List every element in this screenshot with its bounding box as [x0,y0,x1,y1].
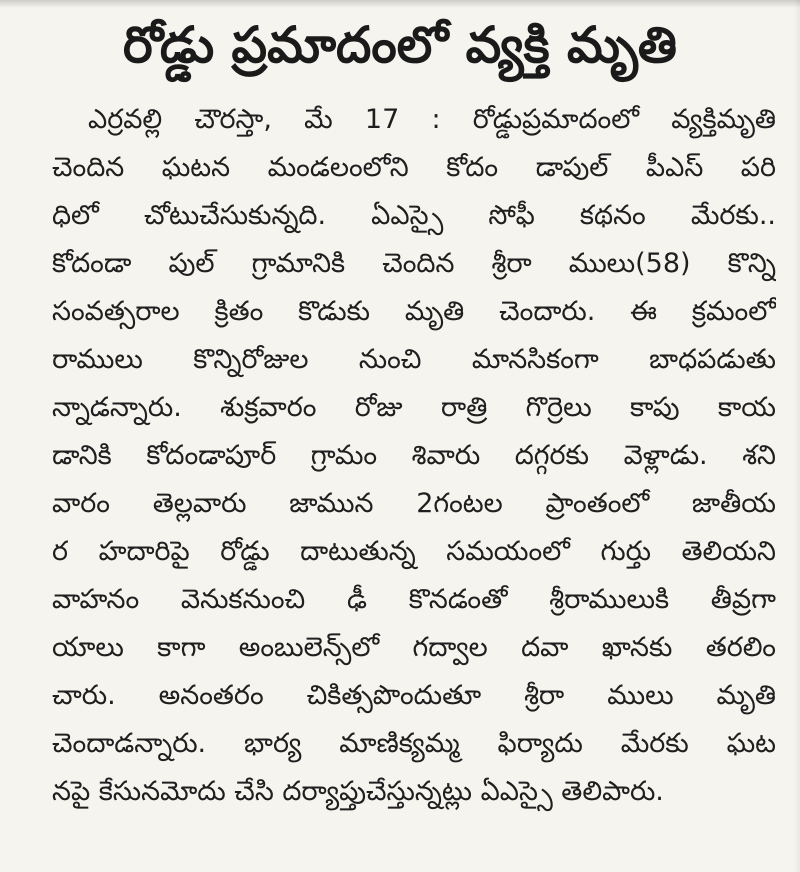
article-line: రాములు కొన్నిరోజుల నుంచి మానసికంగా బాధపడుతు [52,344,776,375]
article-line: న్నాడన్నారు. శుక్రవారం రోజు రాత్రి గొర్రెలు కాపు కాయ [52,392,776,423]
article-line: నపై కేసునమోదు చేసి దర్యాప్తుచేస్తున్నట్లు ఏఎస్సై తెలిపారు. [52,776,664,807]
clipping-right-shadow [794,0,800,872]
article-line: వారం తెల్లవారు జామున 2గంటల ప్రాంతంలో జాతీయ [52,488,776,519]
article-line: ర హదారిపై రోడ్డు దాటుతున్న సమయంలో గుర్తు తెలియని [52,536,776,567]
article-line: ధిలో చోటుచేసుకున్నది. ఏఎస్సై సోఫీ కథనం మేరకు.. [52,200,776,231]
article-line: డానికి కోదండాపూర్ గ్రామం శివారు దగ్గరకు వెళ్లాడు. శని [52,440,776,471]
article-line: వాహనం వెనుకనుంచి ఢీ కొనడంతో శ్రీరాములుకి తీవ్రగా [52,584,776,615]
clipping-top-edge [0,0,800,8]
article-line: చారు. అనంతరం చికిత్సపొందుతూ శ్రీరా ములు మృతి [52,680,776,711]
article-line: చెందాడన్నారు. భార్య మాణిక్యమ్మ ఫిర్యాదు మేరకు ఘట [52,728,776,759]
article-line: కోదండా పుల్ గ్రామానికి చెందిన శ్రీరా ములు(58) కొన్ని [52,248,776,279]
article-body [52,96,776,816]
article-line: యాలు కాగా అంబులెన్స్‌లో గద్వాల దవా ఖానకు తరలిం [52,632,776,663]
article-headline: రోడ్డు ప్రమాదంలో వ్యక్తి మృతి [122,16,678,74]
article-line: చెందిన ఘటన మండలంలోని కోదం డాపుల్ పీఎస్ పరి [52,152,776,183]
article-line: సంవత్సరాల క్రితం కొడుకు మృతి చెందారు. ఈ క్రమంలో [52,296,776,327]
article-line: ఎర్రవల్లి చౌరస్తా, మే 17 : రోడ్డుప్రమాదంలో వ్యక్తిమృతి [88,104,776,135]
